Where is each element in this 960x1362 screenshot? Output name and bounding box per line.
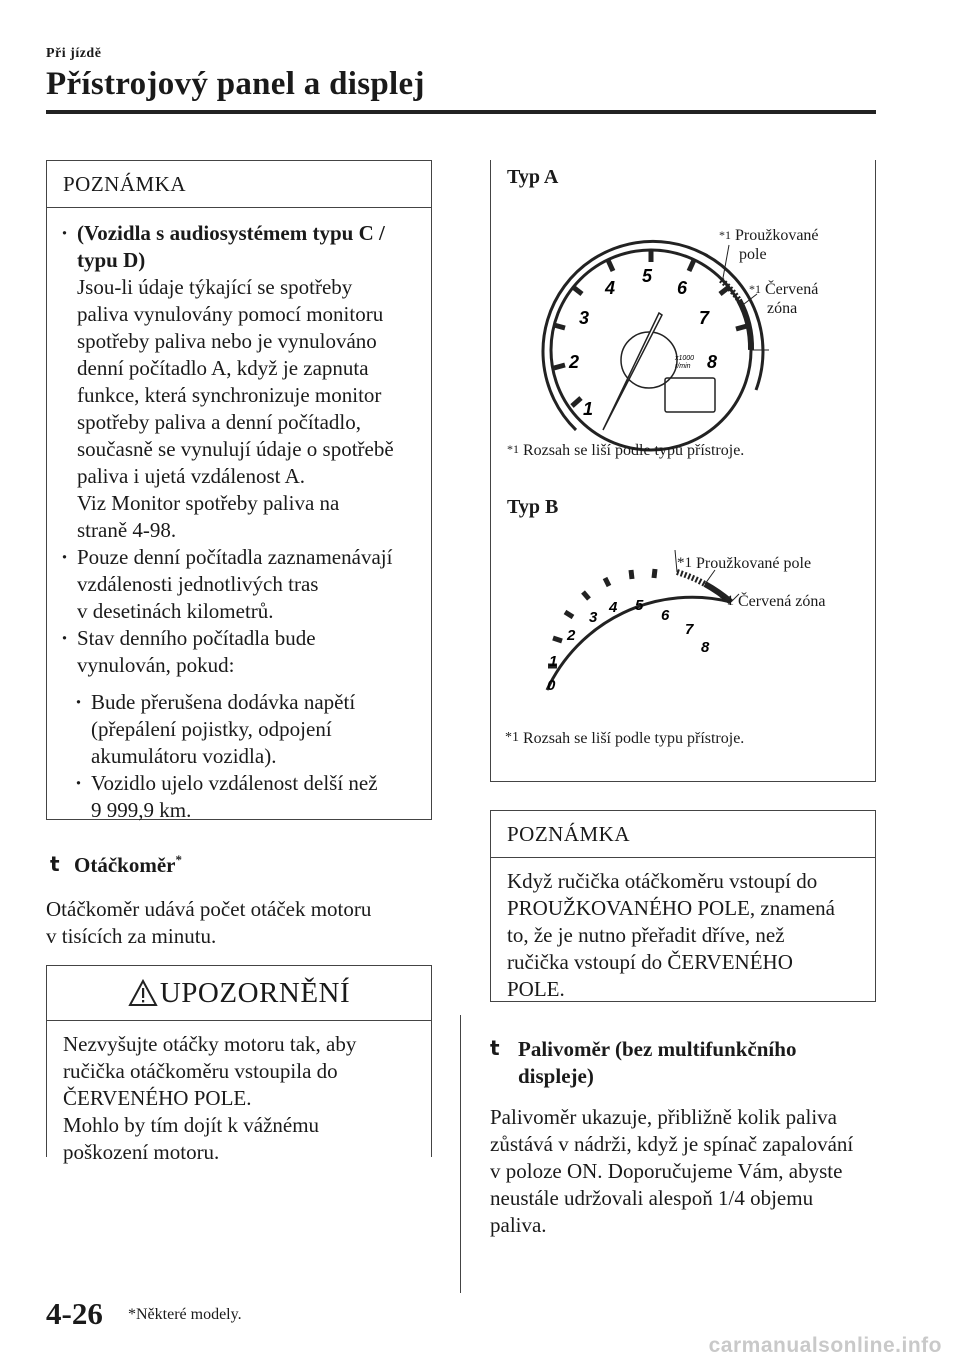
body-line: to, že je nutno přeřadit dříve, než bbox=[507, 923, 785, 947]
footnote-mark: *1 bbox=[719, 228, 731, 242]
footnote-mark: *1 bbox=[507, 442, 519, 456]
body-line: PROUŽKOVANÉHO POLE, znamená bbox=[507, 896, 835, 920]
gauge-number: 8 bbox=[707, 352, 718, 372]
note-subitem: · Vozidlo ujelo vzdálenost delší než 9 999,9 km. bbox=[47, 770, 421, 824]
gauge-number: 4 bbox=[609, 599, 618, 616]
body-line: paliva. bbox=[490, 1213, 547, 1237]
note-heading: POZNÁMKA bbox=[491, 811, 875, 858]
watermark: carmanualsonline.info bbox=[708, 1334, 942, 1357]
note-line: funkce, která synchronizuje monitor bbox=[77, 383, 382, 407]
heading-line: displeje) bbox=[518, 1064, 594, 1088]
gauge-number: 7 bbox=[699, 308, 710, 328]
note-line: Pouze denní počítadla zaznamenávají bbox=[77, 545, 393, 569]
note-line: spotřeby paliva a denní počítadlo, bbox=[77, 410, 362, 434]
note-line: Viz Monitor spotřeby paliva na bbox=[77, 491, 340, 515]
gauge-number: 2 bbox=[569, 352, 580, 372]
gauge-figure-box bbox=[490, 160, 876, 782]
note-item-bold: (Vozidla s audiosystémem typu C / typu D) bbox=[77, 221, 385, 272]
tach-asterisk: * bbox=[175, 852, 182, 867]
note-body bbox=[491, 858, 875, 1003]
note-line: Stav denního počítadla bude bbox=[77, 626, 316, 650]
tach-heading-text: Otáčkoměr bbox=[74, 853, 176, 877]
body-line: v poloze ON. Doporučujeme Vám, abyste bbox=[490, 1159, 843, 1183]
note-line: paliva i ujetá vzdálenost A. bbox=[77, 464, 306, 488]
fuel-heading bbox=[518, 1036, 796, 1090]
type-a-caption bbox=[507, 442, 744, 460]
page-number: 4-26 bbox=[46, 1296, 103, 1331]
label-line: pole bbox=[739, 246, 767, 263]
warning-header bbox=[47, 966, 431, 1021]
label-line: Proužkované pole bbox=[696, 555, 812, 572]
note-item: · Pouze denní počítadla zaznamenávají vzdálenosti jednotlivých tras v desetinách kilometrů. bbox=[47, 544, 421, 625]
note-line: straně 4-98. bbox=[77, 518, 177, 542]
type-b-label: Typ B bbox=[507, 496, 559, 518]
label-line: Červená zóna bbox=[738, 593, 826, 610]
warning-box bbox=[46, 965, 432, 1164]
note-line: spotřeby paliva nebo je vynulováno bbox=[77, 329, 377, 353]
body-line: Palivoměr ukazuje, přibližně kolik paliva bbox=[490, 1105, 837, 1129]
note-line: (přepálení pojistky, odpojení bbox=[91, 717, 332, 741]
body-line: ČERVENÉHO POLE. bbox=[63, 1086, 252, 1110]
note-line: 9 999,9 km. bbox=[91, 798, 192, 822]
section-marker: t bbox=[490, 1036, 500, 1060]
gauge-number: 6 bbox=[661, 607, 670, 624]
body-line: Nezvyšujte otáčky motoru tak, aby bbox=[63, 1032, 357, 1056]
page-title: Přístrojový panel a displej bbox=[46, 66, 425, 102]
type-b-caption bbox=[505, 730, 744, 748]
note-subitem: · Bude přerušena dodávka napětí (přepálení pojistky, odpojení akumulátoru vozidla). bbox=[47, 689, 421, 770]
note-line: denní počítadlo A, když je zapnuta bbox=[77, 356, 369, 380]
type-a-red-label bbox=[749, 280, 818, 318]
gauge-number: 1 bbox=[583, 399, 594, 419]
warning-body bbox=[47, 1021, 431, 1166]
type-b-red-label bbox=[719, 592, 826, 611]
body-line: neustále udržovali alespoň 1/4 objemu bbox=[490, 1186, 814, 1210]
footnote-mark: *1 bbox=[719, 593, 734, 609]
gauge-number: 4 bbox=[605, 278, 616, 298]
note-item: · (Vozidla s audiosystémem typu C / typu D) Jsou-li údaje týkající se spotřeby paliva vynulovány pomocí monitoru spotřeby paliva nebo je vynulováno denní počítadlo A, když je zapnuta funkce, která synchronizuje monitor spotřeby paliva a denní počítadlo, současně se vynulují údaje o spotřebě paliva i ujetá vzdálenost A. Viz Monitor spotřeby paliva na straně 4-98. bbox=[47, 220, 421, 544]
note-line: paliva vynulovány pomocí monitoru bbox=[77, 302, 384, 326]
gauge-unit: x1000 bbox=[675, 355, 695, 362]
note-heading: POZNÁMKA bbox=[47, 161, 431, 208]
body-line: v tisících za minutu. bbox=[46, 924, 217, 948]
note-body bbox=[47, 208, 431, 824]
note-line: současně se vynulují údaje o spotřebě bbox=[77, 437, 394, 461]
note-line: vynulován, pokud: bbox=[77, 653, 235, 677]
body-line: Mohlo by tím dojít k vážnému bbox=[63, 1113, 320, 1137]
heading-line: Palivoměr (bez multifunkčního bbox=[518, 1037, 797, 1061]
gauge-number: 3 bbox=[579, 308, 590, 328]
section-marker: t bbox=[50, 852, 60, 876]
tachometer-type-a bbox=[491, 200, 877, 480]
footnote-mark: *1 bbox=[505, 730, 519, 745]
tach-body bbox=[46, 896, 371, 950]
gauge-number: 6 bbox=[677, 278, 688, 298]
label-line: Červená bbox=[765, 281, 819, 298]
type-a-striped-label bbox=[719, 226, 819, 264]
type-a-label: Typ A bbox=[507, 166, 559, 188]
note-line: v desetinách kilometrů. bbox=[77, 599, 274, 623]
body-line: POLE. bbox=[507, 977, 565, 1001]
footnote-mark: *1 bbox=[677, 555, 692, 571]
label-line: zóna bbox=[767, 300, 798, 317]
gauge-number: 7 bbox=[685, 621, 694, 638]
body-line: poškození motoru. bbox=[63, 1140, 220, 1164]
caption-text: Rozsah se liší podle typu přístroje. bbox=[523, 442, 745, 459]
column-divider bbox=[460, 1015, 461, 1293]
fuel-body bbox=[490, 1104, 853, 1239]
warning-heading: UPOZORNĚNÍ bbox=[159, 976, 351, 1009]
body-line: Otáčkoměr udává počet otáček motoru bbox=[46, 897, 372, 921]
note-line: Jsou-li údaje týkající se spotřeby bbox=[77, 275, 353, 299]
gauge-number: 8 bbox=[701, 639, 710, 656]
note-item: · Stav denního počítadla bude vynulován, pokud: bbox=[47, 625, 421, 679]
note-line: Vozidlo ujelo vzdálenost delší než bbox=[91, 771, 378, 795]
gauge-number: 5 bbox=[635, 597, 644, 614]
note-box-1 bbox=[46, 160, 432, 820]
footnote-mark: *1 bbox=[749, 282, 761, 296]
body-line: ručička vstoupí do ČERVENÉHO bbox=[507, 950, 793, 974]
gauge-number: 3 bbox=[589, 609, 598, 626]
gauge-number: 2 bbox=[567, 627, 576, 644]
body-line: Když ručička otáčkoměru vstoupí do bbox=[507, 869, 818, 893]
gauge-number: 5 bbox=[642, 266, 653, 286]
gauge-number: 1 bbox=[549, 653, 558, 670]
body-line: ručička otáčkoměru vstoupila do bbox=[63, 1059, 338, 1083]
title-divider bbox=[46, 110, 876, 114]
note-line: vzdálenosti jednotlivých tras bbox=[77, 572, 319, 596]
note-line: akumulátoru vozidla). bbox=[91, 744, 277, 768]
note-box-2 bbox=[490, 810, 876, 1002]
body-line: zůstává v nádrži, když je spínač zapalování bbox=[490, 1132, 854, 1156]
section-label: Při jízdě bbox=[46, 46, 102, 61]
type-b-striped-label bbox=[677, 554, 811, 573]
footer-note: *Některé modely. bbox=[128, 1306, 242, 1323]
gauge-number: 0 bbox=[547, 677, 556, 694]
type-b-tick-marks bbox=[548, 569, 655, 666]
tach-heading bbox=[74, 852, 182, 878]
label-line: Proužkované bbox=[735, 227, 819, 244]
caption-text: Rozsah se liší podle typu přístroje. bbox=[523, 730, 745, 747]
warning-triangle-icon bbox=[128, 979, 158, 1007]
gauge-unit: r/min bbox=[675, 363, 691, 370]
note-line: Bude přerušena dodávka napětí bbox=[91, 690, 356, 714]
